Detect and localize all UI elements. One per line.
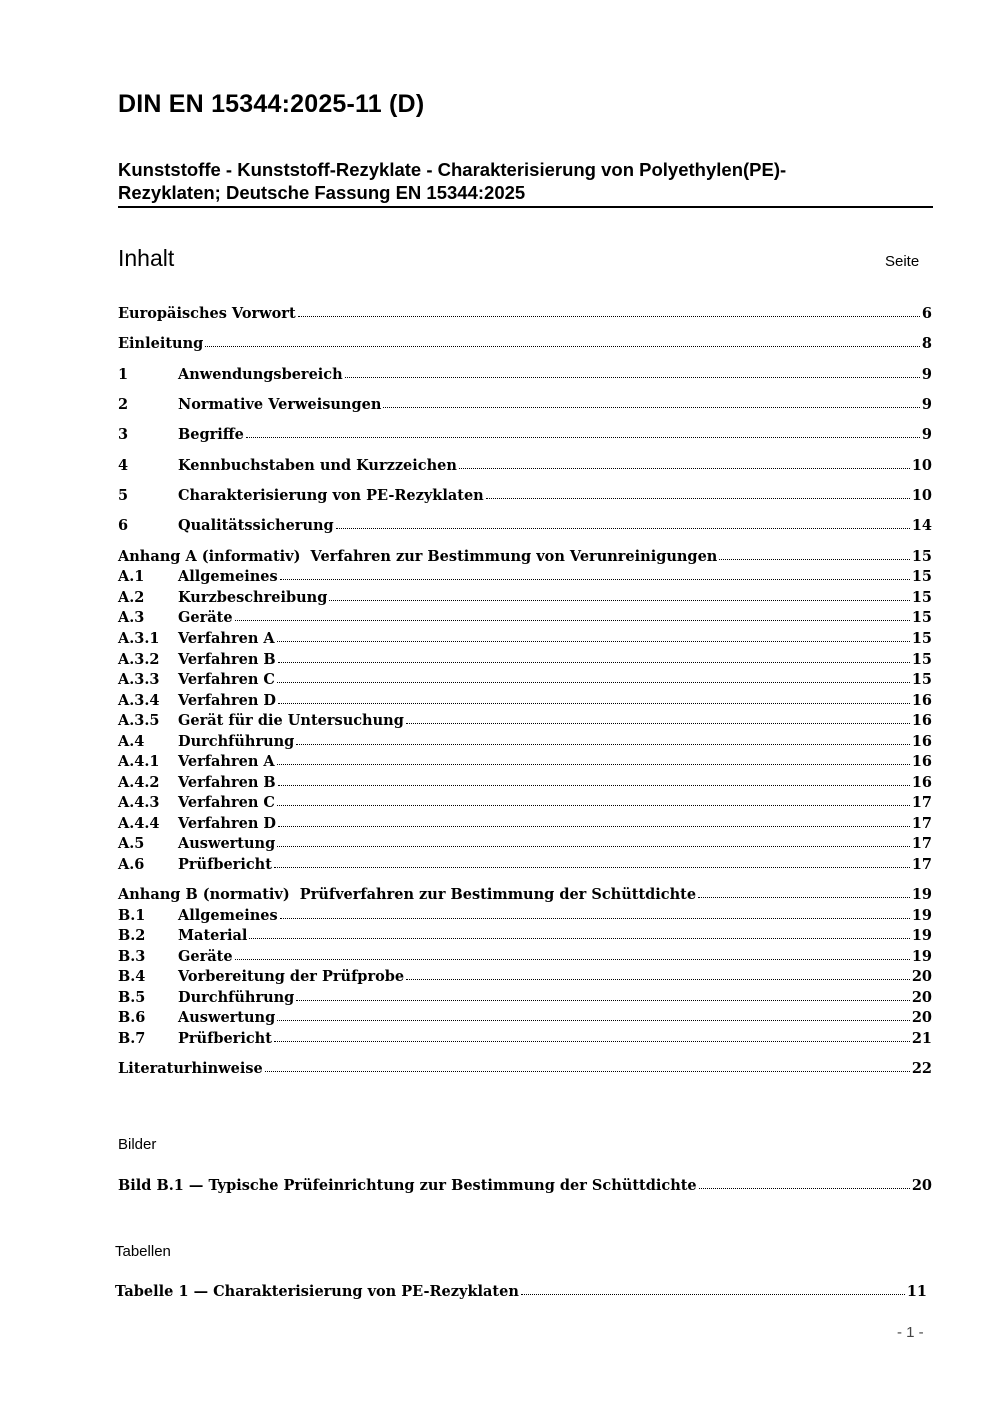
toc-entry[interactable] <box>118 924 932 944</box>
toc-entry[interactable] <box>118 363 932 383</box>
document-title: DIN EN 15344:2025-11 (D) <box>118 90 425 118</box>
toc-entry-page: 20 <box>911 989 932 1006</box>
toc-leader <box>298 316 920 317</box>
toc-entry[interactable] <box>118 689 932 709</box>
toc-entry[interactable] <box>118 853 932 873</box>
toc-leader <box>274 1041 910 1042</box>
toc-entry[interactable] <box>118 986 932 1006</box>
toc-entry-text: Verfahren A <box>178 630 275 647</box>
table-entry-page: 11 <box>906 1283 927 1300</box>
toc-entry-page: 16 <box>911 692 932 709</box>
toc-entry-text: Durchführung <box>178 733 295 750</box>
toc-leader <box>235 620 910 621</box>
toc-entry-number: 4 <box>118 457 129 474</box>
toc-entry-number: 6 <box>118 517 129 534</box>
toc-entry-page: 15 <box>911 568 932 585</box>
toc-entry-page: 19 <box>911 927 932 944</box>
toc-leader <box>345 377 920 378</box>
toc-entry-number: B.7 <box>118 1030 146 1047</box>
toc-entry[interactable] <box>118 904 932 924</box>
toc-entry-number: 3 <box>118 426 129 443</box>
subtitle-line-1: Kunststoffe - Kunststoff-Rezyklate - Charakterisierung von Polyethylen(PE)- <box>118 159 787 180</box>
toc-entry[interactable] <box>118 514 932 534</box>
toc-entry-text: Einleitung <box>118 335 204 352</box>
tables-heading: Tabellen <box>115 1243 171 1260</box>
toc-entry-text: Verfahren B <box>178 651 276 668</box>
toc-entry[interactable] <box>118 606 932 626</box>
figure-entry-page: 20 <box>911 1177 932 1194</box>
toc-entry-page: 16 <box>911 712 932 729</box>
figure-entry-text: Bild B.1 — Typische Prüfeinrichtung zur Bestimmung der Schüttdichte <box>118 1177 697 1194</box>
toc-entry[interactable] <box>118 750 932 770</box>
toc-entry-number: 1 <box>118 366 129 383</box>
toc-heading: Inhalt <box>118 245 175 271</box>
toc-entry-text: Anhang A (informativ) Verfahren zur Bestimmung von Verunreinigungen <box>118 548 718 565</box>
toc-entry-text: Anhang B (normativ) Prüfverfahren zur Bestimmung der Schüttdichte <box>118 886 697 903</box>
toc-entry[interactable] <box>118 1057 932 1077</box>
toc-entry-number: A.3.2 <box>118 651 160 668</box>
toc-entry-number: 5 <box>118 487 129 504</box>
toc-entry-number: A.4.2 <box>118 774 160 791</box>
table-entry-text: Tabelle 1 — Charakterisierung von PE-Rezyklaten <box>115 1283 519 1300</box>
toc-entry-page: 15 <box>911 671 932 688</box>
table-entry[interactable] <box>115 1280 927 1300</box>
toc-entry[interactable] <box>118 586 932 606</box>
toc-entry-page: 15 <box>911 548 932 565</box>
toc-entry-page: 17 <box>911 835 932 852</box>
toc-entry[interactable] <box>118 1027 932 1047</box>
toc-leader <box>277 805 910 806</box>
toc-entry-text: Allgemeines <box>178 907 278 924</box>
toc-leader <box>699 1188 910 1189</box>
toc-entry-number: B.4 <box>118 968 146 985</box>
toc-leader <box>277 682 910 683</box>
toc-entry-number: A.3.4 <box>118 692 160 709</box>
toc-leader <box>274 867 910 868</box>
toc-leader <box>406 979 910 980</box>
toc-leader <box>265 1071 910 1072</box>
toc-entry-number: 2 <box>118 396 129 413</box>
toc-entry-page: 10 <box>911 457 932 474</box>
toc-leader <box>235 959 910 960</box>
toc-entry-page: 19 <box>911 886 932 903</box>
toc-leader <box>698 897 910 898</box>
toc-entry-number: A.2 <box>118 589 145 606</box>
toc-entry[interactable] <box>118 545 932 565</box>
toc-entry-page: 6 <box>921 305 932 322</box>
subtitle-line-2: Rezyklaten; Deutsche Fassung EN 15344:2025 <box>118 182 526 203</box>
toc-entry-page: 19 <box>911 948 932 965</box>
toc-entry-text: Verfahren D <box>178 692 276 709</box>
toc-entry-page: 9 <box>921 366 932 383</box>
toc-leader <box>406 723 910 724</box>
toc-entry-page: 16 <box>911 733 932 750</box>
toc-entry[interactable] <box>118 883 932 903</box>
toc-entry-page: 17 <box>911 815 932 832</box>
toc-entry-number: A.4.1 <box>118 753 160 770</box>
toc-entry-page: 19 <box>911 907 932 924</box>
toc-entry-number: A.4.4 <box>118 815 160 832</box>
toc-entry-text: Geräte <box>178 609 233 626</box>
toc-entry[interactable] <box>118 393 932 413</box>
toc-entry[interactable] <box>118 627 932 647</box>
toc-leader <box>280 579 910 580</box>
toc-entry[interactable] <box>118 1006 932 1026</box>
toc-leader <box>280 918 910 919</box>
toc-leader <box>278 785 910 786</box>
toc-leader <box>277 764 910 765</box>
toc-entry-page: 15 <box>911 589 932 606</box>
toc-entry-page: 15 <box>911 630 932 647</box>
toc-entry-text: Verfahren A <box>178 753 275 770</box>
toc-entry[interactable] <box>118 965 932 985</box>
toc-page-column-header: Seite <box>885 253 920 270</box>
toc-leader <box>278 662 910 663</box>
toc-entry[interactable] <box>118 302 932 322</box>
toc-leader <box>521 1294 905 1295</box>
toc-entry[interactable] <box>118 730 932 750</box>
toc-entry-number: A.3 <box>118 609 145 626</box>
toc-entry-text: Europäisches Vorwort <box>118 305 296 322</box>
toc-entry-text: Durchführung <box>178 989 295 1006</box>
toc-entry[interactable] <box>118 484 932 504</box>
toc-entry-page: 10 <box>911 487 932 504</box>
toc-entry-number: A.3.5 <box>118 712 160 729</box>
toc-leader <box>249 938 909 939</box>
toc-leader <box>296 744 910 745</box>
toc-entry-page: 16 <box>911 774 932 791</box>
toc-entry[interactable] <box>118 454 932 474</box>
toc-entry[interactable] <box>118 812 932 832</box>
toc-entry-text: Auswertung <box>178 835 276 852</box>
toc-entry-text: Gerät für die Untersuchung <box>178 712 404 729</box>
toc-entry-text: Kurzbeschreibung <box>178 589 328 606</box>
figures-heading: Bilder <box>118 1136 157 1153</box>
toc-entry-text: Material <box>178 927 248 944</box>
toc-leader <box>296 1000 910 1001</box>
document-subtitle <box>118 158 933 208</box>
toc-entry-number: A.1 <box>118 568 145 585</box>
toc-entry-text: Qualitätssicherung <box>178 517 334 534</box>
toc-entry-text: Literaturhinweise <box>118 1060 263 1077</box>
toc-entry[interactable] <box>118 332 932 352</box>
toc-entry-number: A.3.1 <box>118 630 160 647</box>
toc-entry-page: 15 <box>911 651 932 668</box>
toc-leader <box>719 559 909 560</box>
toc-entry-text: Normative Verweisungen <box>178 396 382 413</box>
toc-entry[interactable] <box>118 945 932 965</box>
toc-entry-number: A.4.3 <box>118 794 160 811</box>
toc-entry-page: 22 <box>911 1060 932 1077</box>
toc-entry-number: A.4 <box>118 733 145 750</box>
toc-entry-text: Prüfbericht <box>178 1030 272 1047</box>
toc-entry-text: Auswertung <box>178 1009 276 1026</box>
toc-entry-page: 17 <box>911 794 932 811</box>
toc-entry-text: Anwendungsbereich <box>178 366 343 383</box>
toc-entry-page: 20 <box>911 1009 932 1026</box>
toc-leader <box>278 703 910 704</box>
toc-entry-number: B.3 <box>118 948 146 965</box>
toc-entry[interactable] <box>118 832 932 852</box>
toc-entry[interactable] <box>118 771 932 791</box>
toc-entry-number: A.6 <box>118 856 145 873</box>
toc-entry[interactable] <box>118 565 932 585</box>
toc-entry-text: Geräte <box>178 948 233 965</box>
toc-entry-text: Verfahren D <box>178 815 276 832</box>
toc-leader <box>336 528 910 529</box>
toc-entry-text: Charakterisierung von PE-Rezyklaten <box>178 487 484 504</box>
toc-leader <box>246 437 920 438</box>
toc-entry-text: Kennbuchstaben und Kurzzeichen <box>178 457 457 474</box>
toc-leader <box>383 407 920 408</box>
toc-leader <box>459 468 910 469</box>
toc-entry-page: 8 <box>921 335 932 352</box>
toc-entry[interactable] <box>118 423 932 443</box>
toc-entry-page: 21 <box>911 1030 932 1047</box>
toc-leader <box>205 346 920 347</box>
toc-entry-page: 9 <box>921 426 932 443</box>
toc-entry-number: B.2 <box>118 927 146 944</box>
toc-entry-page: 14 <box>911 517 932 534</box>
toc-entry-text: Vorbereitung der Prüfprobe <box>178 968 405 985</box>
toc-entry-text: Allgemeines <box>178 568 278 585</box>
toc-entry-text: Verfahren C <box>178 794 275 811</box>
toc-entry[interactable] <box>118 648 932 668</box>
toc-leader <box>486 498 910 499</box>
toc-entry-number: A.3.3 <box>118 671 160 688</box>
page-number: - 1 - <box>897 1324 924 1341</box>
toc-entry[interactable] <box>118 668 932 688</box>
toc-entry-text: Verfahren C <box>178 671 275 688</box>
toc-entry-number: A.5 <box>118 835 145 852</box>
toc-entry[interactable] <box>118 709 932 729</box>
toc-entry-page: 9 <box>921 396 932 413</box>
toc-leader <box>277 1020 910 1021</box>
toc-leader <box>329 600 909 601</box>
toc-entry-page: 20 <box>911 968 932 985</box>
toc-leader <box>278 826 910 827</box>
toc-leader <box>277 846 910 847</box>
toc-entry-number: B.5 <box>118 989 146 1006</box>
figure-entry[interactable] <box>118 1174 932 1194</box>
toc-entry[interactable] <box>118 791 932 811</box>
toc-entry-page: 16 <box>911 753 932 770</box>
toc-entry-text: Begriffe <box>178 426 244 443</box>
toc-entry-text: Prüfbericht <box>178 856 272 873</box>
toc-entry-page: 15 <box>911 609 932 626</box>
toc-entry-number: B.1 <box>118 907 146 924</box>
toc-leader <box>277 641 910 642</box>
toc-entry-text: Verfahren B <box>178 774 276 791</box>
toc-entry-page: 17 <box>911 856 932 873</box>
toc-entry-number: B.6 <box>118 1009 146 1026</box>
